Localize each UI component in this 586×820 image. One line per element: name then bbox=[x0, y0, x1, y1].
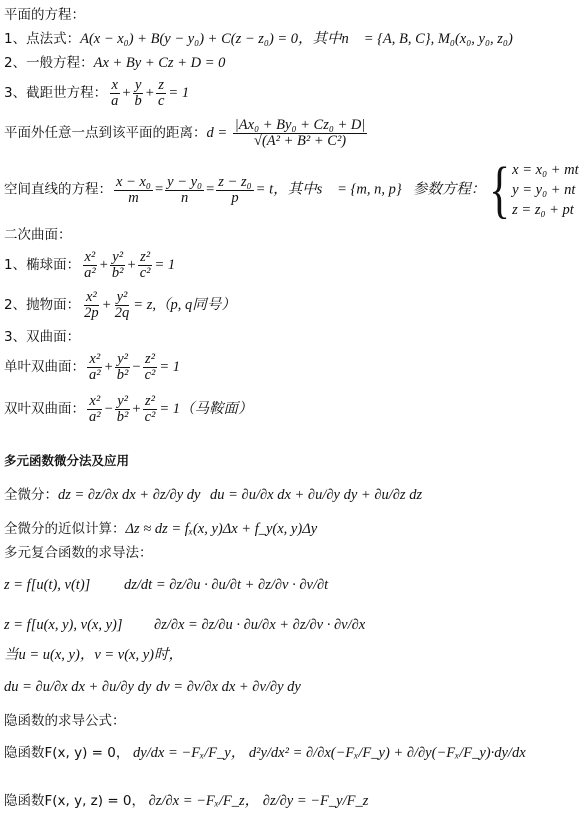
line-tail: = t，其中s⃗ = {m, n, p}；参数方程： bbox=[255, 181, 486, 198]
implicit-row-2 bbox=[4, 786, 368, 816]
dv-formula: dv = ∂v/∂x dx + ∂v/∂y dy bbox=[156, 679, 301, 695]
hyperboloid-heading: 3、双曲面： bbox=[4, 329, 81, 345]
implicit2-f1: ∂z/∂x = −Fₓ/F_z， bbox=[148, 793, 260, 809]
comp1-lhs: z = f[u(t), v(t)] bbox=[4, 577, 91, 593]
implicit-row-1 bbox=[4, 738, 526, 768]
composite-heading: 多元复合函数的求导法： bbox=[4, 545, 153, 561]
line-frac-2 bbox=[165, 175, 204, 206]
ellipsoid-row: 1、椭球面： $\frac{\text{x²}}{\text{a²}}$ + $\frac{\text{y²}}{\text{b²}}$ + $\frac{\text{z²}}{\text{c²}}$ = 1 bbox=[4, 249, 176, 282]
one-sheet-rhs: = 1 bbox=[159, 359, 181, 375]
space-line-row: 空间直线的方程： $\frac{\text{x − x₀}}{m}$ = $\frac{\text{y − y₀}}{n}$ = $\frac{\text{z − z₀}}{p}$ = t，其中s⃗ = {m, n, p}；参数方程： { x = x₀ + mt y = y₀ + nt z = z₀ + pt bbox=[4, 153, 579, 225]
composite-row-1 bbox=[4, 570, 329, 600]
multivar-heading: 多元函数微分法及应用 bbox=[4, 453, 130, 468]
point-normal-formula: A(x − x₀) + B(y − y₀) + C(z − z₀) = 0，其中n⃗ = {A, B, C}, M₀(x₀, y₀, z₀) bbox=[80, 31, 513, 47]
comp2-rhs: ∂z/∂x = ∂z/∂u · ∂u/∂x + ∂z/∂v · ∂v/∂x bbox=[154, 617, 366, 633]
quadric-heading: 二次曲面： bbox=[4, 227, 72, 243]
left-brace: { bbox=[489, 153, 511, 225]
intercept-rhs: = 1 bbox=[168, 85, 190, 101]
distance-lhs: d = bbox=[206, 125, 228, 141]
line-num-1: x − x₀ bbox=[116, 173, 151, 190]
distance-label: 平面外任意一点到该平面的距离： bbox=[4, 125, 207, 141]
two-sheet-row: 双叶双曲面： $\frac{\text{x²}}{\text{a²}}$ − $\frac{\text{y²}}{\text{b²}}$ + $\frac{\text{z²}}{\text{c²}}$ = 1（马鞍面） bbox=[4, 393, 253, 426]
distance-numerator: |Ax₀ + By₀ + Cz₀ + D| bbox=[234, 117, 366, 134]
point-normal-row bbox=[4, 30, 513, 48]
comp1-rhs: dz/dt = ∂z/∂u · ∂u/∂t + ∂z/∂v · ∂v/∂t bbox=[124, 577, 329, 593]
approx-label: 全微分的近似计算： bbox=[4, 521, 126, 537]
total-diff-du: du = ∂u/∂x dx + ∂u/∂y dy + ∂u/∂z dz bbox=[210, 487, 423, 503]
ellipsoid-label: 1、椭球面： bbox=[4, 257, 81, 273]
total-diff-label: 全微分： bbox=[4, 487, 58, 503]
line-den-3: p bbox=[231, 189, 239, 206]
implicit1-f1: dy/dx = −Fₓ/F_y， bbox=[132, 745, 246, 761]
composite-row-2 bbox=[4, 610, 366, 640]
intercept-frac-z: $\frac{z}{c}$ bbox=[157, 77, 165, 110]
paraboloid-rhs: = z,（p, q同号） bbox=[133, 297, 236, 313]
param-y: y = y₀ + nt bbox=[512, 182, 576, 198]
intercept-row: 3、截距世方程： $\frac{x}{a}$ + $\frac{y}{b}$ + $\frac{z}{c}$ = 1 bbox=[4, 77, 190, 110]
param-lines bbox=[512, 160, 578, 220]
total-diff-row bbox=[4, 478, 423, 512]
comp2-lhs: z = f[u(x, y), v(x, y)] bbox=[4, 617, 123, 633]
implicit1-label: 隐函数F(x, y) = 0， bbox=[4, 745, 130, 761]
param-system bbox=[489, 153, 579, 225]
implicit2-f2: ∂z/∂y = −F_y/F_z bbox=[262, 793, 369, 809]
line-num-2: y − y₀ bbox=[167, 173, 203, 190]
intercept-label: 3、截距世方程： bbox=[4, 85, 108, 101]
line-frac-1 bbox=[114, 175, 153, 206]
space-line-label: 空间直线的方程： bbox=[4, 181, 112, 198]
plane-heading: 平面的方程： bbox=[4, 7, 85, 23]
point-normal-label: 1、点法式： bbox=[4, 31, 81, 47]
approx-row bbox=[4, 520, 317, 538]
one-sheet-label: 单叶双曲面： bbox=[4, 359, 85, 375]
implicit1-f2: d²y/dx² = ∂/∂x(−Fₓ/F_y) + ∂/∂y(−Fₓ/F_y)·dy/dx bbox=[248, 745, 526, 761]
distance-frac bbox=[233, 118, 368, 149]
line-num-3: z − z₀ bbox=[218, 173, 252, 190]
param-x: x = x₀ + mt bbox=[512, 162, 579, 178]
implicit2-label: 隐函数F(x, y, z) = 0， bbox=[4, 793, 146, 809]
line-frac-3 bbox=[216, 175, 253, 206]
paraboloid-row: 2、抛物面： $\frac{\text{x²}}{2p}$ + $\frac{\text{y²}}{2q}$ = z,（p, q同号） bbox=[4, 289, 236, 322]
when-row bbox=[4, 646, 183, 664]
total-diff-dz: dz = ∂z/∂x dx + ∂z/∂y dy bbox=[58, 487, 201, 503]
line-den-2: n bbox=[180, 189, 189, 206]
general-row bbox=[4, 54, 225, 72]
distance-row bbox=[4, 116, 369, 150]
line-den-1: m bbox=[128, 189, 139, 206]
general-label: 2、一般方程： bbox=[4, 55, 94, 71]
implicit-heading: 隐函数的求导公式： bbox=[4, 713, 126, 729]
du-formula: du = ∂u/∂x dx + ∂u/∂y dy bbox=[4, 679, 152, 695]
approx-formula: Δz ≈ dz = fₓ(x, y)Δx + f_y(x, y)Δy bbox=[125, 521, 318, 537]
intercept-frac-x: $\frac{x}{a}$ bbox=[111, 77, 119, 110]
paraboloid-label: 2、抛物面： bbox=[4, 297, 81, 313]
two-sheet-rhs: = 1（马鞍面） bbox=[159, 401, 253, 417]
intercept-frac-y: $\frac{y}{b}$ bbox=[134, 77, 142, 110]
general-formula: Ax + By + Cz + D = 0 bbox=[93, 55, 226, 71]
two-sheet-label: 双叶双曲面： bbox=[4, 401, 85, 417]
distance-denominator: √(A² + B² + C²) bbox=[254, 133, 347, 150]
when-text: 当u = u(x, y)，v = v(x, y)时， bbox=[4, 647, 183, 663]
ellipsoid-rhs: = 1 bbox=[154, 257, 176, 273]
one-sheet-row: 单叶双曲面： $\frac{\text{x²}}{\text{a²}}$ + $\frac{\text{y²}}{\text{b²}}$ − $\frac{\text{z²}}{\text{c²}}$ = 1 bbox=[4, 351, 181, 384]
param-z: z = z₀ + pt bbox=[512, 202, 574, 218]
du-dv-row bbox=[4, 670, 301, 704]
